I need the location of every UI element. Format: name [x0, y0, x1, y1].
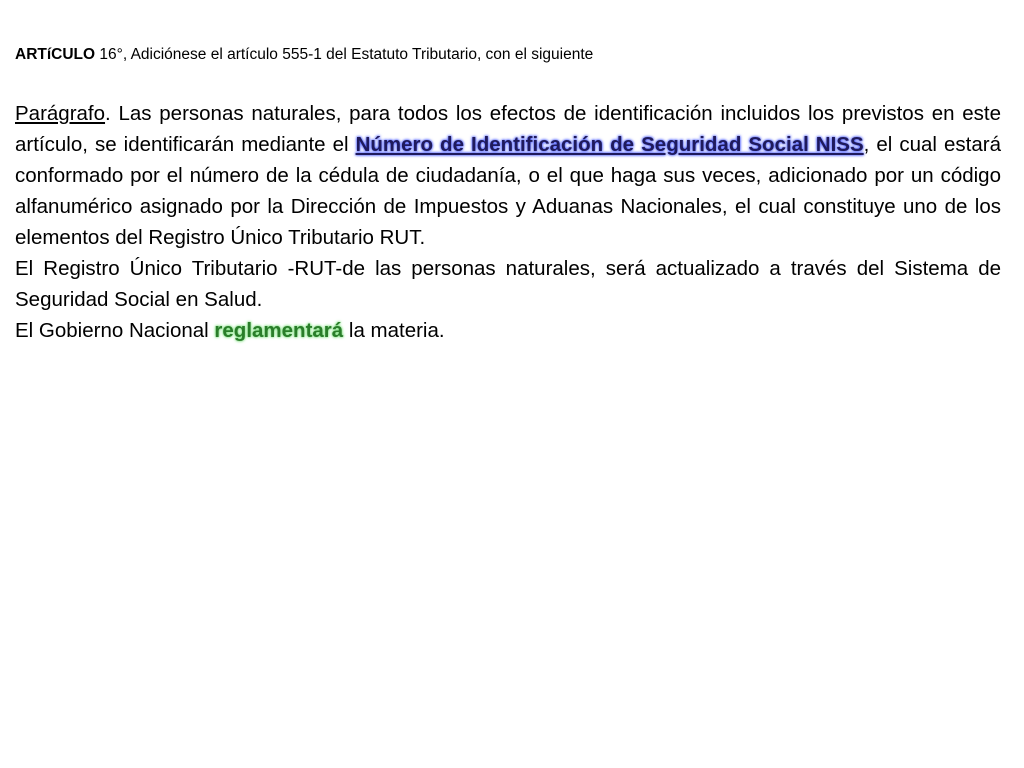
paragraph-3-before: El Gobierno Nacional: [15, 319, 215, 342]
paragraph-3: [15, 315, 1001, 346]
paragraph-label: Parágrafo: [15, 102, 106, 125]
article-body: [15, 98, 1001, 346]
article-heading-lead: ARTíCULO: [15, 46, 96, 63]
reglamentara-highlight: reglamentará: [214, 319, 344, 342]
niss-highlight: Número de Identificación de Seguridad Social NISS: [355, 133, 864, 156]
paragraph-1-intro: . Las personas naturales, para todos los efectos de identificación incluidos los previstos en este artículo, se identificarán mediante el: [15, 102, 1001, 156]
article-heading: [15, 44, 1005, 66]
article-heading-text: 16°, Adiciónese el artículo 555-1 del Estatuto Tributario, con el siguiente: [95, 46, 594, 63]
paragraph-2: El Registro Único Tributario -RUT-de las personas naturales, será actualizado a través del Sistema de Seguridad Social en Salud.: [15, 257, 1001, 311]
paragraph-1-rest: , el cual estará conformado por el número de la cédula de ciudadanía, o el que haga sus veces, adicionado por un código alfanumérico asignado por la Dirección de Impuestos y Aduanas Nacionales, el cual constituye uno de los elementos del Registro Único Tributario RUT.: [15, 133, 1001, 249]
paragraph-1: [15, 98, 1001, 253]
paragraph-3-after: la materia.: [343, 319, 445, 342]
